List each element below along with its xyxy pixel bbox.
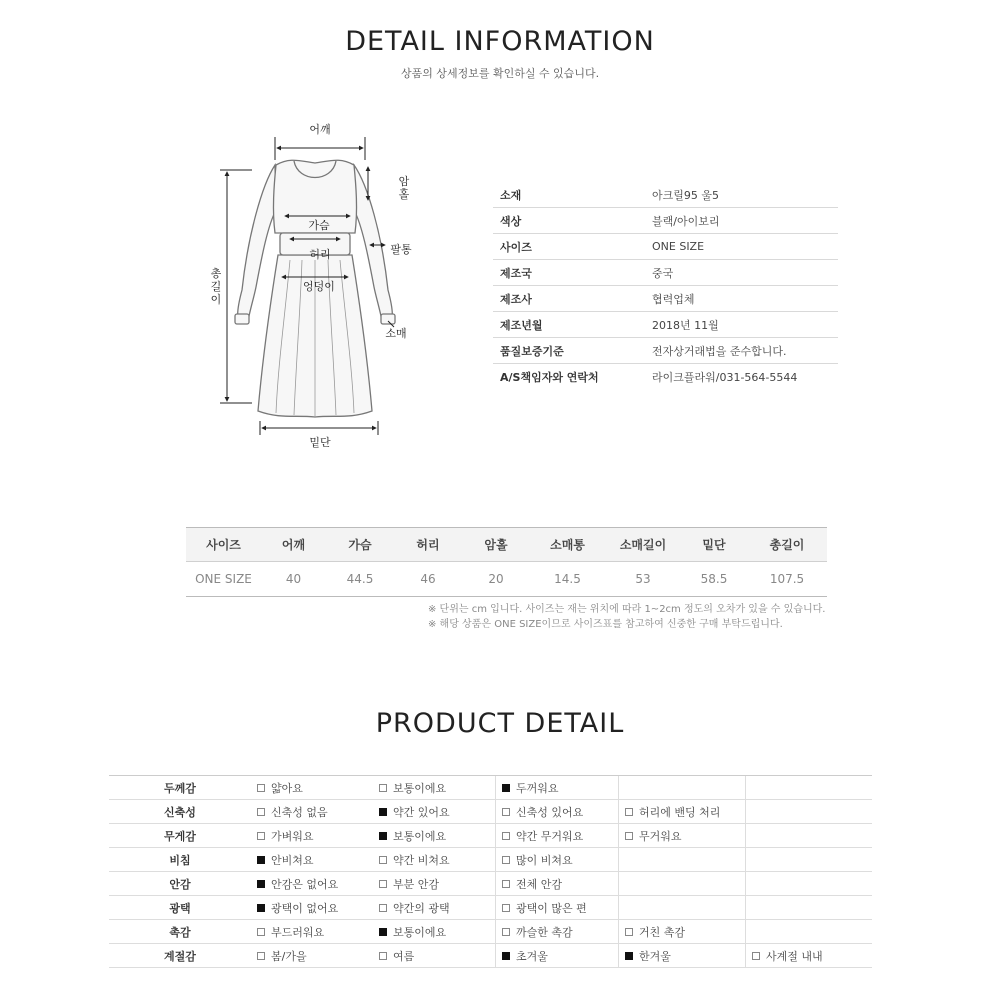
unchecked-box-icon: [257, 808, 265, 816]
option-text: 신축성 없음: [271, 805, 328, 819]
product-detail-option: [495, 920, 618, 943]
option-text: 안비쳐요: [271, 853, 314, 867]
info-value: 중국: [652, 266, 674, 280]
unchecked-box-icon: [257, 952, 265, 960]
checked-box-icon: [379, 832, 387, 840]
label-cuff: 소매: [385, 327, 407, 340]
unchecked-box-icon: [502, 808, 510, 816]
product-detail-option: [745, 776, 872, 799]
product-detail-option: [745, 848, 872, 871]
option-text: 얇아요: [271, 781, 303, 795]
label-length-3: 이: [210, 293, 222, 306]
product-detail-label: 두께감: [164, 781, 196, 795]
info-key: 사이즈: [500, 240, 532, 254]
product-detail-option: [373, 800, 495, 823]
info-key: 품질보증기준: [500, 344, 564, 358]
product-detail-option: [251, 896, 373, 919]
size-cell: 46: [420, 572, 436, 586]
product-detail-option: [495, 824, 618, 847]
checked-box-icon: [379, 928, 387, 936]
label-chest: 가슴: [308, 219, 330, 232]
info-value: ONE SIZE: [652, 240, 705, 253]
unchecked-box-icon: [502, 832, 510, 840]
size-cell: 14.5: [554, 572, 581, 586]
unchecked-box-icon: [625, 808, 633, 816]
checked-box-icon: [502, 784, 510, 792]
option-text: 약간 무거워요: [516, 829, 584, 843]
size-cell: 53: [635, 572, 651, 586]
product-detail-row: [109, 800, 872, 824]
product-detail-option: [251, 824, 373, 847]
unchecked-box-icon: [625, 928, 633, 936]
detail-information-subtitle: 상품의 상세정보를 확인하실 수 있습니다.: [400, 67, 600, 80]
product-detail-option: [618, 944, 745, 967]
size-header-cell: 어깨: [281, 538, 306, 552]
product-detail-option: [373, 920, 495, 943]
info-value: 아크릴95 울5: [652, 188, 719, 202]
dress-size-diagram: [190, 115, 430, 455]
size-note: ※ 단위는 cm 입니다. 사이즈는 재는 위치에 따라 1~2cm 정도의 오차가 있을 수 있습니다.: [428, 604, 826, 615]
option-text: 가벼워요: [271, 829, 314, 843]
product-detail-label: 안감: [169, 877, 191, 891]
product-detail-row: [109, 848, 872, 872]
size-header-cell: 총길이: [769, 538, 805, 552]
product-detail-label: 계절감: [164, 949, 196, 963]
product-detail-option: [618, 872, 745, 895]
option-text: 광택이 없어요: [271, 901, 339, 915]
option-text: 많이 비쳐요: [516, 853, 573, 867]
product-detail-label: 신축성: [164, 805, 196, 819]
product-detail-option: [745, 872, 872, 895]
product-detail-option: [618, 896, 745, 919]
product-detail-option: [495, 896, 618, 919]
option-text: 보통이에요: [393, 829, 447, 843]
info-value: 전자상거래법을 준수합니다.: [652, 344, 787, 358]
option-text: 거친 촉감: [639, 925, 686, 939]
product-detail-option: [495, 872, 618, 895]
product-detail-table: [109, 775, 872, 968]
product-detail-option: [745, 800, 872, 823]
option-text: 무거워요: [639, 829, 682, 843]
product-detail-option: [251, 776, 373, 799]
info-row: [493, 234, 838, 260]
option-text: 안감은 없어요: [271, 877, 339, 891]
info-value: 라이크플라워/031-564-5544: [652, 370, 798, 384]
size-row: [186, 562, 827, 596]
size-header-cell: 소매길이: [619, 538, 667, 552]
product-detail-label: 촉감: [169, 925, 191, 939]
checked-box-icon: [502, 952, 510, 960]
label-hip: 엉덩이: [303, 280, 335, 293]
option-text: 까슬한 촉감: [516, 925, 573, 939]
checked-box-icon: [257, 904, 265, 912]
option-text: 부드러워요: [271, 925, 325, 939]
size-cell: 107.5: [769, 572, 805, 586]
size-table: [186, 527, 827, 597]
product-detail-row: [109, 920, 872, 944]
unchecked-box-icon: [257, 928, 265, 936]
product-detail-label: 광택: [169, 901, 191, 915]
product-detail-option: [251, 848, 373, 871]
option-text: 두꺼워요: [516, 781, 559, 795]
unchecked-box-icon: [379, 952, 387, 960]
product-detail-option: [495, 776, 618, 799]
label-length-1: 총: [210, 267, 222, 280]
checked-box-icon: [379, 808, 387, 816]
size-header-cell: 사이즈: [206, 538, 241, 552]
product-detail-option: [373, 824, 495, 847]
unchecked-box-icon: [379, 904, 387, 912]
unchecked-box-icon: [502, 928, 510, 936]
product-detail-option: [373, 944, 495, 967]
product-detail-option: [745, 920, 872, 943]
unchecked-box-icon: [502, 904, 510, 912]
product-detail-option: [495, 944, 618, 967]
info-key: 제조국: [500, 266, 532, 280]
size-header-cell: 암홀: [484, 538, 508, 552]
info-key: 색상: [500, 214, 522, 228]
product-detail-title: PRODUCT DETAIL: [375, 708, 625, 739]
product-detail-option: [373, 896, 495, 919]
size-notes: [428, 602, 825, 632]
option-text: 부분 안감: [393, 877, 440, 891]
info-key: A/S책임자와 연락처: [500, 370, 599, 384]
product-detail-row: [109, 776, 872, 800]
product-detail-option: [618, 824, 745, 847]
info-row: [493, 208, 838, 234]
label-waist: 허리: [309, 248, 331, 261]
product-detail-row: [109, 896, 872, 920]
product-detail-option: [251, 800, 373, 823]
info-key: 제조사: [500, 292, 532, 306]
option-text: 보통이에요: [393, 781, 447, 795]
unchecked-box-icon: [379, 784, 387, 792]
info-row: [493, 286, 838, 312]
info-value: 2018년 11월: [652, 318, 719, 332]
size-header-cell: 밑단: [702, 538, 726, 552]
size-header-cell: 허리: [416, 538, 440, 552]
option-text: 봄/가을: [271, 949, 307, 963]
size-table-header: [186, 528, 827, 562]
info-row: [493, 364, 838, 389]
product-detail-row: [109, 824, 872, 848]
option-text: 약간 있어요: [393, 805, 450, 819]
size-cell: 40: [285, 572, 302, 586]
product-detail-option: [745, 944, 872, 967]
size-note: ※ 해당 상품은 ONE SIZE이므로 사이즈표를 참고하여 신중한 구매 부탁드립니다.: [428, 619, 783, 630]
product-detail-option: [495, 848, 618, 871]
option-text: 보통이에요: [393, 925, 447, 939]
product-detail-label: 무게감: [164, 829, 196, 843]
unchecked-box-icon: [502, 856, 510, 864]
info-row: [493, 338, 838, 364]
detail-information-title: DETAIL INFORMATION: [345, 26, 655, 57]
product-detail-option: [373, 872, 495, 895]
label-sleeve-width: 팔통: [390, 243, 412, 256]
product-detail-label: 비침: [169, 853, 191, 867]
unchecked-box-icon: [752, 952, 760, 960]
size-header-cell: 가슴: [348, 538, 372, 552]
label-armhole-1: 암: [398, 175, 410, 188]
label-length-2: 길: [210, 280, 222, 293]
option-text: 사계절 내내: [766, 949, 823, 963]
checked-box-icon: [257, 880, 265, 888]
option-text: 초겨울: [516, 949, 548, 963]
size-cell: 20: [488, 572, 504, 586]
unchecked-box-icon: [257, 832, 265, 840]
product-detail-option: [618, 800, 745, 823]
option-text: 약간의 광택: [393, 901, 450, 915]
size-cell: ONE SIZE: [195, 572, 252, 586]
product-detail-option: [618, 920, 745, 943]
size-cell: 44.5: [346, 572, 374, 586]
option-text: 전체 안감: [516, 877, 563, 891]
product-detail-option: [373, 848, 495, 871]
product-detail-row: [109, 944, 872, 968]
product-detail-option: [373, 776, 495, 799]
info-key: 소재: [500, 188, 522, 202]
product-detail-option: [618, 776, 745, 799]
product-info-table: [493, 182, 838, 389]
label-armhole-2: 홀: [398, 188, 410, 201]
unchecked-box-icon: [625, 832, 633, 840]
label-hem: 밑단: [309, 436, 331, 449]
option-text: 약간 비쳐요: [393, 853, 450, 867]
info-row: [493, 312, 838, 338]
unchecked-box-icon: [257, 784, 265, 792]
size-header-cell: 소매통: [550, 538, 585, 552]
product-detail-option: [251, 872, 373, 895]
size-cell: 58.5: [700, 572, 728, 586]
product-detail-option: [618, 848, 745, 871]
option-text: 허리에 밴딩 처리: [639, 805, 721, 819]
checked-box-icon: [257, 856, 265, 864]
product-detail-option: [495, 800, 618, 823]
product-detail-option: [745, 824, 872, 847]
unchecked-box-icon: [379, 856, 387, 864]
option-text: 광택이 많은 편: [516, 901, 587, 915]
checked-box-icon: [625, 952, 633, 960]
option-text: 여름: [393, 949, 415, 963]
unchecked-box-icon: [502, 880, 510, 888]
product-detail-row: [109, 872, 872, 896]
unchecked-box-icon: [379, 880, 387, 888]
info-value: 협력업체: [652, 292, 695, 306]
option-text: 신축성 있어요: [516, 805, 584, 819]
label-shoulder: 어깨: [309, 123, 331, 136]
info-key: 제조년월: [500, 318, 543, 332]
product-detail-option: [251, 920, 373, 943]
info-row: [493, 182, 838, 208]
option-text: 한겨울: [639, 949, 671, 963]
product-detail-option: [251, 944, 373, 967]
product-detail-option: [745, 896, 872, 919]
info-row: [493, 260, 838, 286]
info-value: 블랙/아이보리: [652, 214, 720, 228]
